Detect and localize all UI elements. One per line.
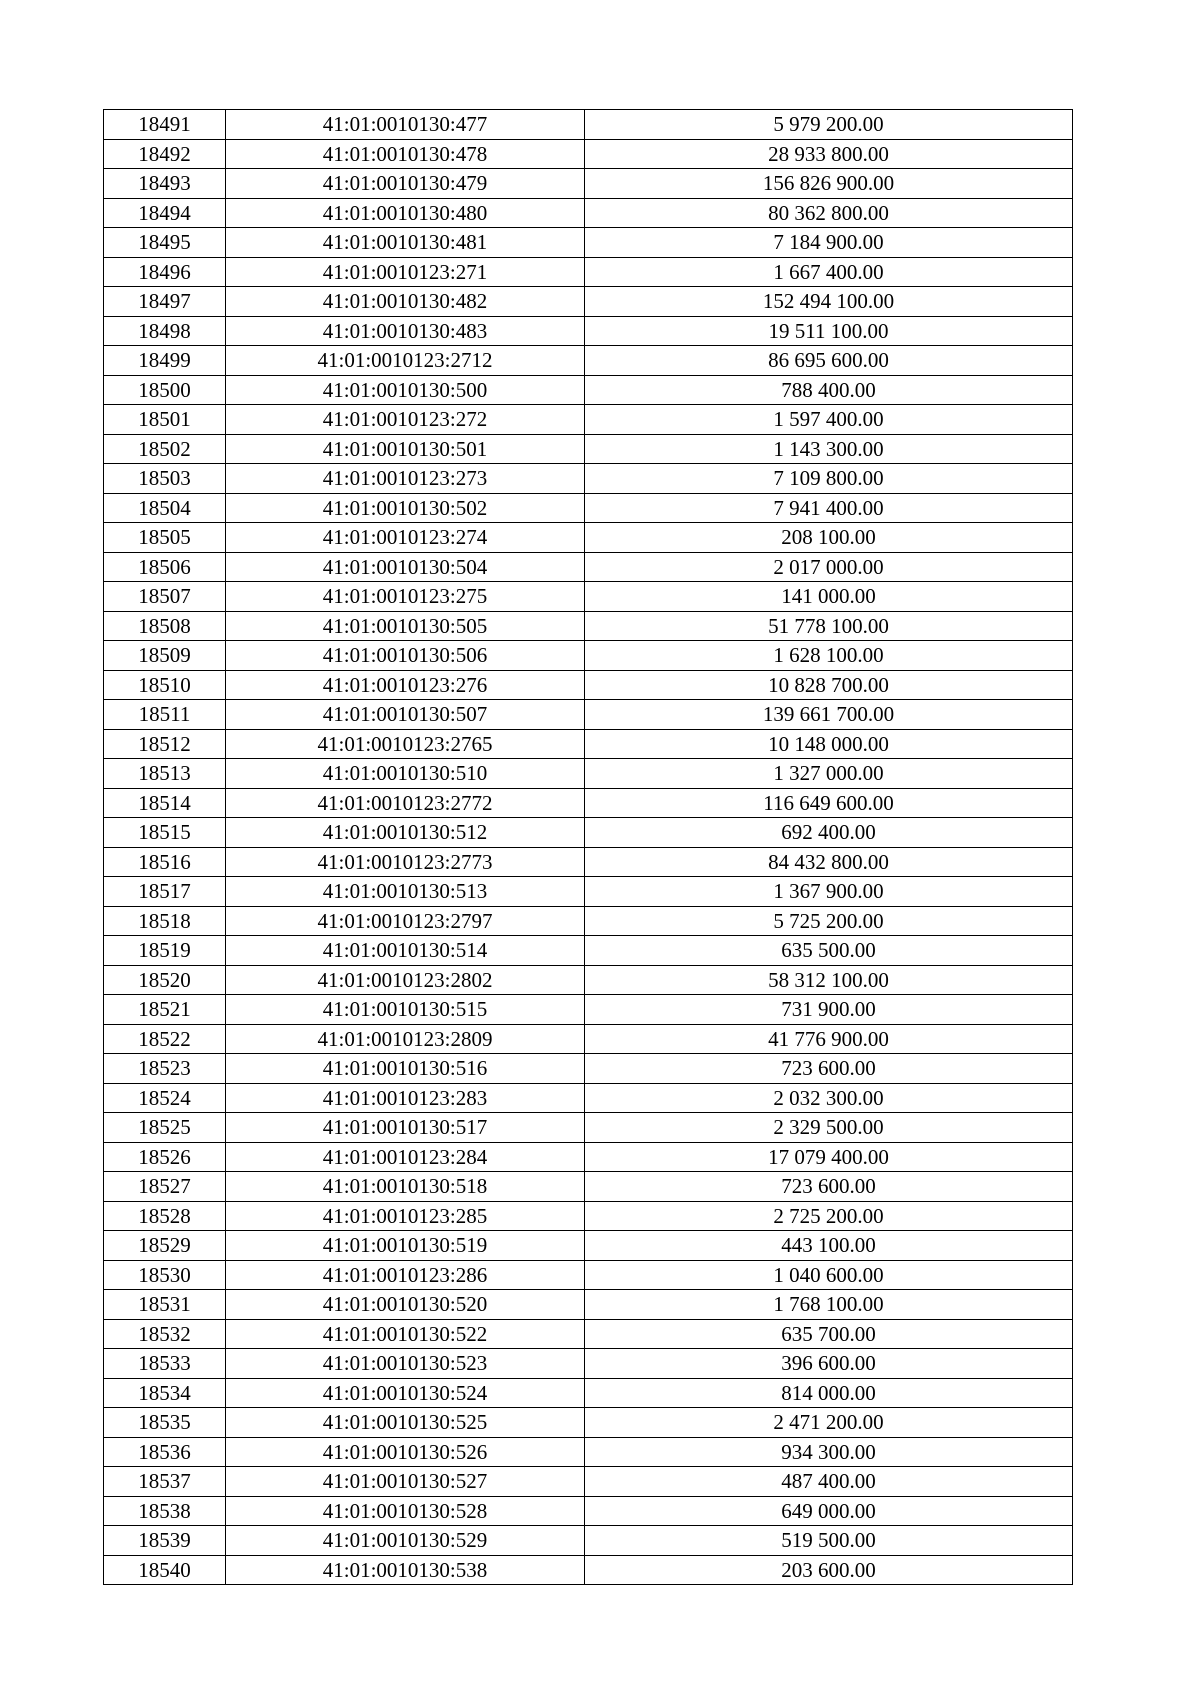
row-number-cell: 18499 <box>104 346 226 376</box>
cadastral-value-cell: 814 000.00 <box>585 1378 1073 1408</box>
cadastral-number-cell: 41:01:0010130:510 <box>226 759 585 789</box>
cadastral-value-cell: 692 400.00 <box>585 818 1073 848</box>
cadastral-number-cell: 41:01:0010130:512 <box>226 818 585 848</box>
row-number-cell: 18522 <box>104 1024 226 1054</box>
row-number-cell: 18517 <box>104 877 226 907</box>
table-row <box>104 1201 1073 1231</box>
row-number-cell: 18539 <box>104 1526 226 1556</box>
row-number-cell: 18523 <box>104 1054 226 1084</box>
cadastral-number-cell: 41:01:0010123:2772 <box>226 788 585 818</box>
cadastral-value-cell: 1 597 400.00 <box>585 405 1073 435</box>
table-row <box>104 1290 1073 1320</box>
cadastral-number-cell: 41:01:0010130:519 <box>226 1231 585 1261</box>
cadastral-value-cell: 649 000.00 <box>585 1496 1073 1526</box>
cadastral-number-cell: 41:01:0010123:275 <box>226 582 585 612</box>
cadastral-number-cell: 41:01:0010130:505 <box>226 611 585 641</box>
cadastral-number-cell: 41:01:0010130:538 <box>226 1555 585 1585</box>
cadastral-number-cell: 41:01:0010130:520 <box>226 1290 585 1320</box>
cadastral-value-cell: 519 500.00 <box>585 1526 1073 1556</box>
row-number-cell: 18497 <box>104 287 226 317</box>
table-row <box>104 965 1073 995</box>
table-row <box>104 493 1073 523</box>
row-number-cell: 18504 <box>104 493 226 523</box>
table-row <box>104 1024 1073 1054</box>
cadastral-value-cell: 80 362 800.00 <box>585 198 1073 228</box>
table-row <box>104 375 1073 405</box>
cadastral-value-cell: 58 312 100.00 <box>585 965 1073 995</box>
cadastral-number-cell: 41:01:0010130:527 <box>226 1467 585 1497</box>
table-row <box>104 228 1073 258</box>
row-number-cell: 18529 <box>104 1231 226 1261</box>
cadastral-value-cell: 723 600.00 <box>585 1054 1073 1084</box>
table-row <box>104 1378 1073 1408</box>
cadastral-number-cell: 41:01:0010130:529 <box>226 1526 585 1556</box>
cadastral-number-cell: 41:01:0010123:274 <box>226 523 585 553</box>
row-number-cell: 18531 <box>104 1290 226 1320</box>
cadastral-number-cell: 41:01:0010130:515 <box>226 995 585 1025</box>
table-row <box>104 552 1073 582</box>
cadastral-number-cell: 41:01:0010130:524 <box>226 1378 585 1408</box>
cadastral-number-cell: 41:01:0010130:501 <box>226 434 585 464</box>
cadastral-number-cell: 41:01:0010123:2802 <box>226 965 585 995</box>
cadastral-value-cell: 5 979 200.00 <box>585 110 1073 140</box>
row-number-cell: 18516 <box>104 847 226 877</box>
row-number-cell: 18512 <box>104 729 226 759</box>
row-number-cell: 18536 <box>104 1437 226 1467</box>
table-row <box>104 287 1073 317</box>
cadastral-value-cell: 1 628 100.00 <box>585 641 1073 671</box>
cadastral-value-cell: 2 471 200.00 <box>585 1408 1073 1438</box>
table-row <box>104 582 1073 612</box>
cadastral-number-cell: 41:01:0010130:504 <box>226 552 585 582</box>
cadastral-value-cell: 28 933 800.00 <box>585 139 1073 169</box>
table-row <box>104 434 1073 464</box>
cadastral-value-cell: 635 700.00 <box>585 1319 1073 1349</box>
cadastral-value-cell: 17 079 400.00 <box>585 1142 1073 1172</box>
row-number-cell: 18538 <box>104 1496 226 1526</box>
table-row <box>104 110 1073 140</box>
cadastral-number-cell: 41:01:0010130:478 <box>226 139 585 169</box>
cadastral-value-cell: 1 040 600.00 <box>585 1260 1073 1290</box>
cadastral-number-cell: 41:01:0010123:2773 <box>226 847 585 877</box>
cadastral-value-cell: 1 367 900.00 <box>585 877 1073 907</box>
table-row <box>104 1142 1073 1172</box>
cadastral-number-cell: 41:01:0010130:528 <box>226 1496 585 1526</box>
cadastral-value-cell: 1 768 100.00 <box>585 1290 1073 1320</box>
table-row <box>104 818 1073 848</box>
cadastral-value-cell: 208 100.00 <box>585 523 1073 553</box>
cadastral-value-cell: 86 695 600.00 <box>585 346 1073 376</box>
cadastral-value-cell: 203 600.00 <box>585 1555 1073 1585</box>
cadastral-number-cell: 41:01:0010130:525 <box>226 1408 585 1438</box>
cadastral-number-cell: 41:01:0010130:483 <box>226 316 585 346</box>
row-number-cell: 18495 <box>104 228 226 258</box>
cadastral-number-cell: 41:01:0010123:283 <box>226 1083 585 1113</box>
cadastral-value-cell: 2 329 500.00 <box>585 1113 1073 1143</box>
cadastral-value-cell: 934 300.00 <box>585 1437 1073 1467</box>
row-number-cell: 18532 <box>104 1319 226 1349</box>
cadastral-value-table <box>103 109 1073 1585</box>
table-row <box>104 346 1073 376</box>
cadastral-value-cell: 396 600.00 <box>585 1349 1073 1379</box>
table-row <box>104 405 1073 435</box>
cadastral-number-cell: 41:01:0010130:507 <box>226 700 585 730</box>
row-number-cell: 18491 <box>104 110 226 140</box>
cadastral-number-cell: 41:01:0010130:477 <box>226 110 585 140</box>
row-number-cell: 18521 <box>104 995 226 1025</box>
row-number-cell: 18502 <box>104 434 226 464</box>
cadastral-number-cell: 41:01:0010130:506 <box>226 641 585 671</box>
row-number-cell: 18526 <box>104 1142 226 1172</box>
cadastral-value-cell: 731 900.00 <box>585 995 1073 1025</box>
row-number-cell: 18525 <box>104 1113 226 1143</box>
row-number-cell: 18500 <box>104 375 226 405</box>
cadastral-number-cell: 41:01:0010130:516 <box>226 1054 585 1084</box>
table-row <box>104 1054 1073 1084</box>
row-number-cell: 18511 <box>104 700 226 730</box>
row-number-cell: 18507 <box>104 582 226 612</box>
cadastral-value-cell: 1 667 400.00 <box>585 257 1073 287</box>
cadastral-value-cell: 443 100.00 <box>585 1231 1073 1261</box>
table-row <box>104 759 1073 789</box>
table-row <box>104 788 1073 818</box>
cadastral-value-cell: 139 661 700.00 <box>585 700 1073 730</box>
row-number-cell: 18505 <box>104 523 226 553</box>
cadastral-value-cell: 51 778 100.00 <box>585 611 1073 641</box>
cadastral-number-cell: 41:01:0010130:500 <box>226 375 585 405</box>
table-row <box>104 700 1073 730</box>
table-row <box>104 1496 1073 1526</box>
row-number-cell: 18520 <box>104 965 226 995</box>
table-row <box>104 936 1073 966</box>
row-number-cell: 18537 <box>104 1467 226 1497</box>
cadastral-value-cell: 7 184 900.00 <box>585 228 1073 258</box>
cadastral-number-cell: 41:01:0010123:2797 <box>226 906 585 936</box>
row-number-cell: 18509 <box>104 641 226 671</box>
row-number-cell: 18501 <box>104 405 226 435</box>
cadastral-number-cell: 41:01:0010130:480 <box>226 198 585 228</box>
row-number-cell: 18503 <box>104 464 226 494</box>
table-row <box>104 523 1073 553</box>
cadastral-value-cell: 19 511 100.00 <box>585 316 1073 346</box>
table-row <box>104 316 1073 346</box>
row-number-cell: 18496 <box>104 257 226 287</box>
table-row <box>104 877 1073 907</box>
table-row <box>104 1526 1073 1556</box>
cadastral-number-cell: 41:01:0010130:526 <box>226 1437 585 1467</box>
cadastral-value-cell: 84 432 800.00 <box>585 847 1073 877</box>
cadastral-value-cell: 141 000.00 <box>585 582 1073 612</box>
cadastral-number-cell: 41:01:0010130:517 <box>226 1113 585 1143</box>
row-number-cell: 18506 <box>104 552 226 582</box>
cadastral-value-cell: 10 148 000.00 <box>585 729 1073 759</box>
row-number-cell: 18519 <box>104 936 226 966</box>
cadastral-value-cell: 7 941 400.00 <box>585 493 1073 523</box>
row-number-cell: 18530 <box>104 1260 226 1290</box>
table-row <box>104 1555 1073 1585</box>
cadastral-value-cell: 1 327 000.00 <box>585 759 1073 789</box>
cadastral-number-cell: 41:01:0010130:513 <box>226 877 585 907</box>
table-row <box>104 906 1073 936</box>
table-row <box>104 1172 1073 1202</box>
row-number-cell: 18528 <box>104 1201 226 1231</box>
cadastral-number-cell: 41:01:0010130:479 <box>226 169 585 199</box>
row-number-cell: 18492 <box>104 139 226 169</box>
row-number-cell: 18513 <box>104 759 226 789</box>
cadastral-value-cell: 2 017 000.00 <box>585 552 1073 582</box>
cadastral-number-cell: 41:01:0010123:2809 <box>226 1024 585 1054</box>
row-number-cell: 18518 <box>104 906 226 936</box>
cadastral-number-cell: 41:01:0010123:285 <box>226 1201 585 1231</box>
row-number-cell: 18514 <box>104 788 226 818</box>
row-number-cell: 18540 <box>104 1555 226 1585</box>
table-row <box>104 1349 1073 1379</box>
table-row <box>104 1260 1073 1290</box>
cadastral-value-cell: 1 143 300.00 <box>585 434 1073 464</box>
table-row <box>104 611 1073 641</box>
table-row <box>104 1437 1073 1467</box>
table-row <box>104 139 1073 169</box>
table-row <box>104 670 1073 700</box>
cadastral-value-cell: 2 032 300.00 <box>585 1083 1073 1113</box>
cadastral-value-cell: 5 725 200.00 <box>585 906 1073 936</box>
cadastral-number-cell: 41:01:0010130:522 <box>226 1319 585 1349</box>
cadastral-value-cell: 635 500.00 <box>585 936 1073 966</box>
table-row <box>104 1319 1073 1349</box>
table-body <box>104 110 1073 1585</box>
cadastral-number-cell: 41:01:0010130:518 <box>226 1172 585 1202</box>
row-number-cell: 18533 <box>104 1349 226 1379</box>
row-number-cell: 18508 <box>104 611 226 641</box>
row-number-cell: 18510 <box>104 670 226 700</box>
table-row <box>104 257 1073 287</box>
table-row <box>104 1113 1073 1143</box>
cadastral-value-cell: 788 400.00 <box>585 375 1073 405</box>
cadastral-value-cell: 41 776 900.00 <box>585 1024 1073 1054</box>
cadastral-number-cell: 41:01:0010130:514 <box>226 936 585 966</box>
cadastral-number-cell: 41:01:0010123:2712 <box>226 346 585 376</box>
cadastral-number-cell: 41:01:0010123:271 <box>226 257 585 287</box>
cadastral-value-cell: 156 826 900.00 <box>585 169 1073 199</box>
cadastral-value-cell: 487 400.00 <box>585 1467 1073 1497</box>
cadastral-value-cell: 116 649 600.00 <box>585 788 1073 818</box>
row-number-cell: 18493 <box>104 169 226 199</box>
cadastral-number-cell: 41:01:0010123:276 <box>226 670 585 700</box>
cadastral-number-cell: 41:01:0010123:286 <box>226 1260 585 1290</box>
cadastral-value-cell: 152 494 100.00 <box>585 287 1073 317</box>
cadastral-number-cell: 41:01:0010123:284 <box>226 1142 585 1172</box>
cadastral-number-cell: 41:01:0010130:523 <box>226 1349 585 1379</box>
table-row <box>104 1231 1073 1261</box>
table-row <box>104 729 1073 759</box>
row-number-cell: 18527 <box>104 1172 226 1202</box>
cadastral-value-cell: 723 600.00 <box>585 1172 1073 1202</box>
cadastral-value-cell: 7 109 800.00 <box>585 464 1073 494</box>
row-number-cell: 18515 <box>104 818 226 848</box>
table-row <box>104 464 1073 494</box>
table-row <box>104 169 1073 199</box>
row-number-cell: 18498 <box>104 316 226 346</box>
table-row <box>104 198 1073 228</box>
table-row <box>104 1467 1073 1497</box>
row-number-cell: 18494 <box>104 198 226 228</box>
cadastral-number-cell: 41:01:0010123:272 <box>226 405 585 435</box>
cadastral-number-cell: 41:01:0010130:502 <box>226 493 585 523</box>
cadastral-value-cell: 2 725 200.00 <box>585 1201 1073 1231</box>
cadastral-number-cell: 41:01:0010130:482 <box>226 287 585 317</box>
table-row <box>104 847 1073 877</box>
cadastral-number-cell: 41:01:0010123:2765 <box>226 729 585 759</box>
row-number-cell: 18535 <box>104 1408 226 1438</box>
row-number-cell: 18524 <box>104 1083 226 1113</box>
table-row <box>104 1408 1073 1438</box>
cadastral-number-cell: 41:01:0010123:273 <box>226 464 585 494</box>
row-number-cell: 18534 <box>104 1378 226 1408</box>
cadastral-number-cell: 41:01:0010130:481 <box>226 228 585 258</box>
table-row <box>104 641 1073 671</box>
cadastral-value-cell: 10 828 700.00 <box>585 670 1073 700</box>
table-row <box>104 1083 1073 1113</box>
table-row <box>104 995 1073 1025</box>
